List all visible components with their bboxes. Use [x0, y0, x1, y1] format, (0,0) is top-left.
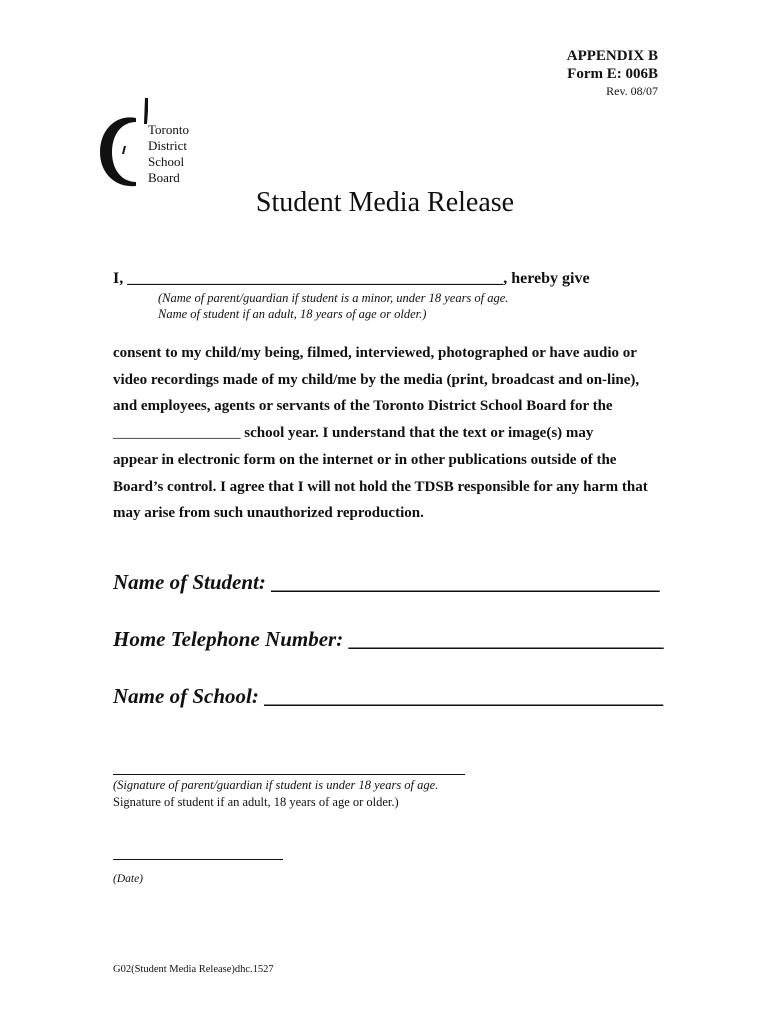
consent-body-line4 — [113, 424, 593, 442]
consent-suffix: , hereby give — [503, 270, 590, 287]
consent-prefix: I, — [113, 270, 128, 287]
school-year-blank[interactable]: _________________ — [113, 425, 241, 441]
school-name-blank[interactable]: ______________________________________ — [258, 684, 664, 708]
home-phone-field — [113, 627, 663, 651]
consent-body-line5: appear in electronic form on the internet or in other publications outside of the — [113, 452, 617, 468]
consent-body-line6: Board’s control. I agree that I will not hold the TDSB responsible for any harm that — [113, 479, 648, 495]
signature-instruction-line1: (Signature of parent/guardian if student is under 18 years of age. — [113, 778, 439, 792]
consent-body-line2: video recordings made of my child/me by the media (print, broadcast and on-line), — [113, 372, 640, 388]
home-phone-label: Home Telephone Number: — [113, 627, 344, 651]
logo-line-district: District — [148, 138, 187, 153]
school-name-label: Name of School: — [113, 684, 259, 708]
signature-line[interactable] — [113, 774, 465, 775]
student-name-blank[interactable]: _____________________________________ — [265, 570, 660, 594]
parent-name-blank[interactable]: _______________________________________________ — [127, 270, 504, 287]
name-instruction-line2: Name of student if an adult, 18 years of age or older.) — [158, 307, 427, 321]
tdsb-apple-logo-icon — [98, 96, 148, 192]
home-phone-blank[interactable]: ______________________________ — [343, 627, 664, 651]
date-line[interactable] — [113, 859, 283, 860]
tdsb-logo — [98, 96, 208, 192]
name-instruction-line1: (Name of parent/guardian if student is a minor, under 18 years of age. — [158, 291, 509, 305]
logo-line-board: Board — [148, 170, 180, 185]
consent-body-line7: may arise from such unauthorized reproduction. — [113, 505, 424, 521]
footer-form-code: G02(Student Media Release)dhc.1527 — [113, 964, 274, 975]
student-name-field — [113, 570, 660, 594]
logo-line-toronto: Toronto — [148, 122, 189, 137]
consent-body-line3: and employees, agents or servants of the Toronto District School Board for the — [113, 398, 613, 414]
page-title: Student Media Release — [255, 187, 515, 218]
form-number: Form E: 006B — [567, 66, 658, 82]
consent-body-line4-text: school year. I understand that the text or image(s) may — [240, 425, 594, 441]
signature-instruction-line2: Signature of student if an adult, 18 years of age or older.) — [113, 795, 399, 809]
date-label: (Date) — [113, 873, 144, 885]
logo-line-school: School — [148, 154, 185, 169]
appendix-label: APPENDIX B — [566, 48, 658, 64]
consent-intro-line — [113, 270, 590, 288]
student-name-label: Name of Student: — [113, 570, 266, 594]
revision-date: Rev. 08/07 — [606, 84, 658, 98]
school-name-field — [113, 684, 663, 708]
consent-body-line1: consent to my child/my being, filmed, interviewed, photographed or have audio or — [113, 345, 637, 361]
